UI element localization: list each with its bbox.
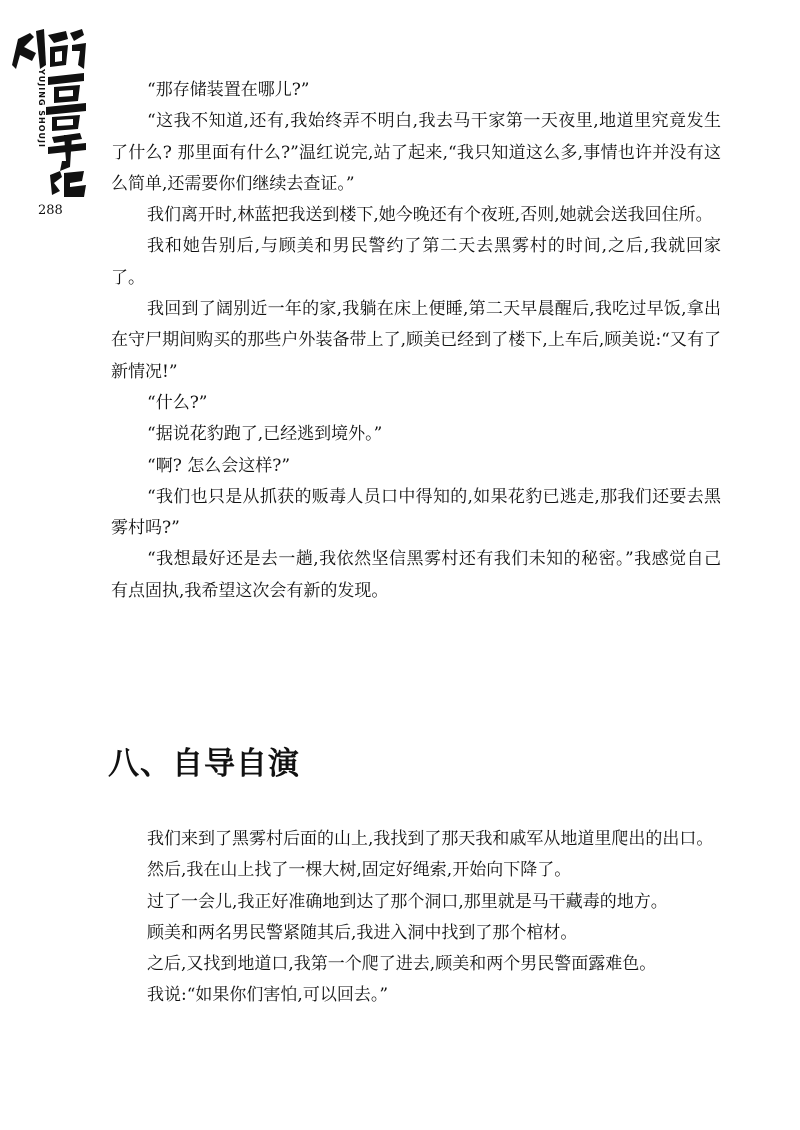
- paragraph: 顾美和两名男民警紧随其后,我进入洞中找到了那个棺材。: [147, 922, 578, 943]
- paragraph: 然后,我在山上找了一棵大树,固定好绳索,开始向下降了。: [147, 860, 572, 881]
- section-heading: 八、自导自演: [108, 746, 300, 782]
- paragraph: “我想最好还是去一趟,我依然坚信黑雾村还有我们未知的秘密。”我感觉自己有点固执,我希望这次会有新的发现。: [111, 549, 721, 601]
- paragraph: “据说花豹跑了,已经逃到境外。”: [147, 424, 383, 445]
- paragraph: “这我不知道,还有,我始终弄不明白,我去马干家第一天夜里,地道里究竟发生了什么? 那里面有什么?”温红说完,站了起来,“我只知道这么多,事情也许并没有这么简单,还需要你们继续去查证。”: [111, 111, 721, 194]
- logo-latin-text: YUJING SHOUJI: [37, 69, 46, 148]
- paragraph: “我们也只是从抓获的贩毒人员口中得知的,如果花豹已逃走,那我们还要去黑雾村吗?”: [111, 486, 721, 539]
- page-number: 288: [38, 203, 63, 218]
- paragraph: 我回到了阔别近一年的家,我躺在床上便睡,第二天早晨醒后,我吃过早饭,拿出在守尸期间购买的那些户外装备带上了,顾美已经到了楼下,上车后,顾美说:“又有了新情况!”: [111, 299, 721, 382]
- paragraph: “啊? 怎么会这样?”: [147, 455, 291, 476]
- body-text-after: [111, 824, 721, 1012]
- book-title-logo: [10, 25, 90, 200]
- calligraphy-logo-icon: [10, 25, 90, 200]
- paragraph: 我们离开时,林蓝把我送到楼下,她今晚还有个夜班,否则,她就会送我回住所。: [147, 205, 713, 226]
- paragraph: 我们来到了黑雾村后面的山上,我找到了那天我和戚军从地道里爬出的出口。: [147, 829, 714, 849]
- paragraph: “那存储装置在哪儿?”: [147, 80, 310, 100]
- paragraph: 我说:“如果你们害怕,可以回去。”: [147, 985, 389, 1006]
- paragraph: “什么?”: [147, 392, 208, 413]
- paragraph: 之后,又找到地道口,我第一个爬了进去,顾美和两个男民警面露难色。: [147, 954, 657, 975]
- paragraph: 过了一会儿,我正好准确地到达了那个洞口,那里就是马干藏毒的地方。: [147, 891, 668, 912]
- paragraph: 我和她告别后,与顾美和男民警约了第二天去黑雾村的时间,之后,我就回家了。: [111, 236, 721, 288]
- body-text-before: [111, 75, 721, 607]
